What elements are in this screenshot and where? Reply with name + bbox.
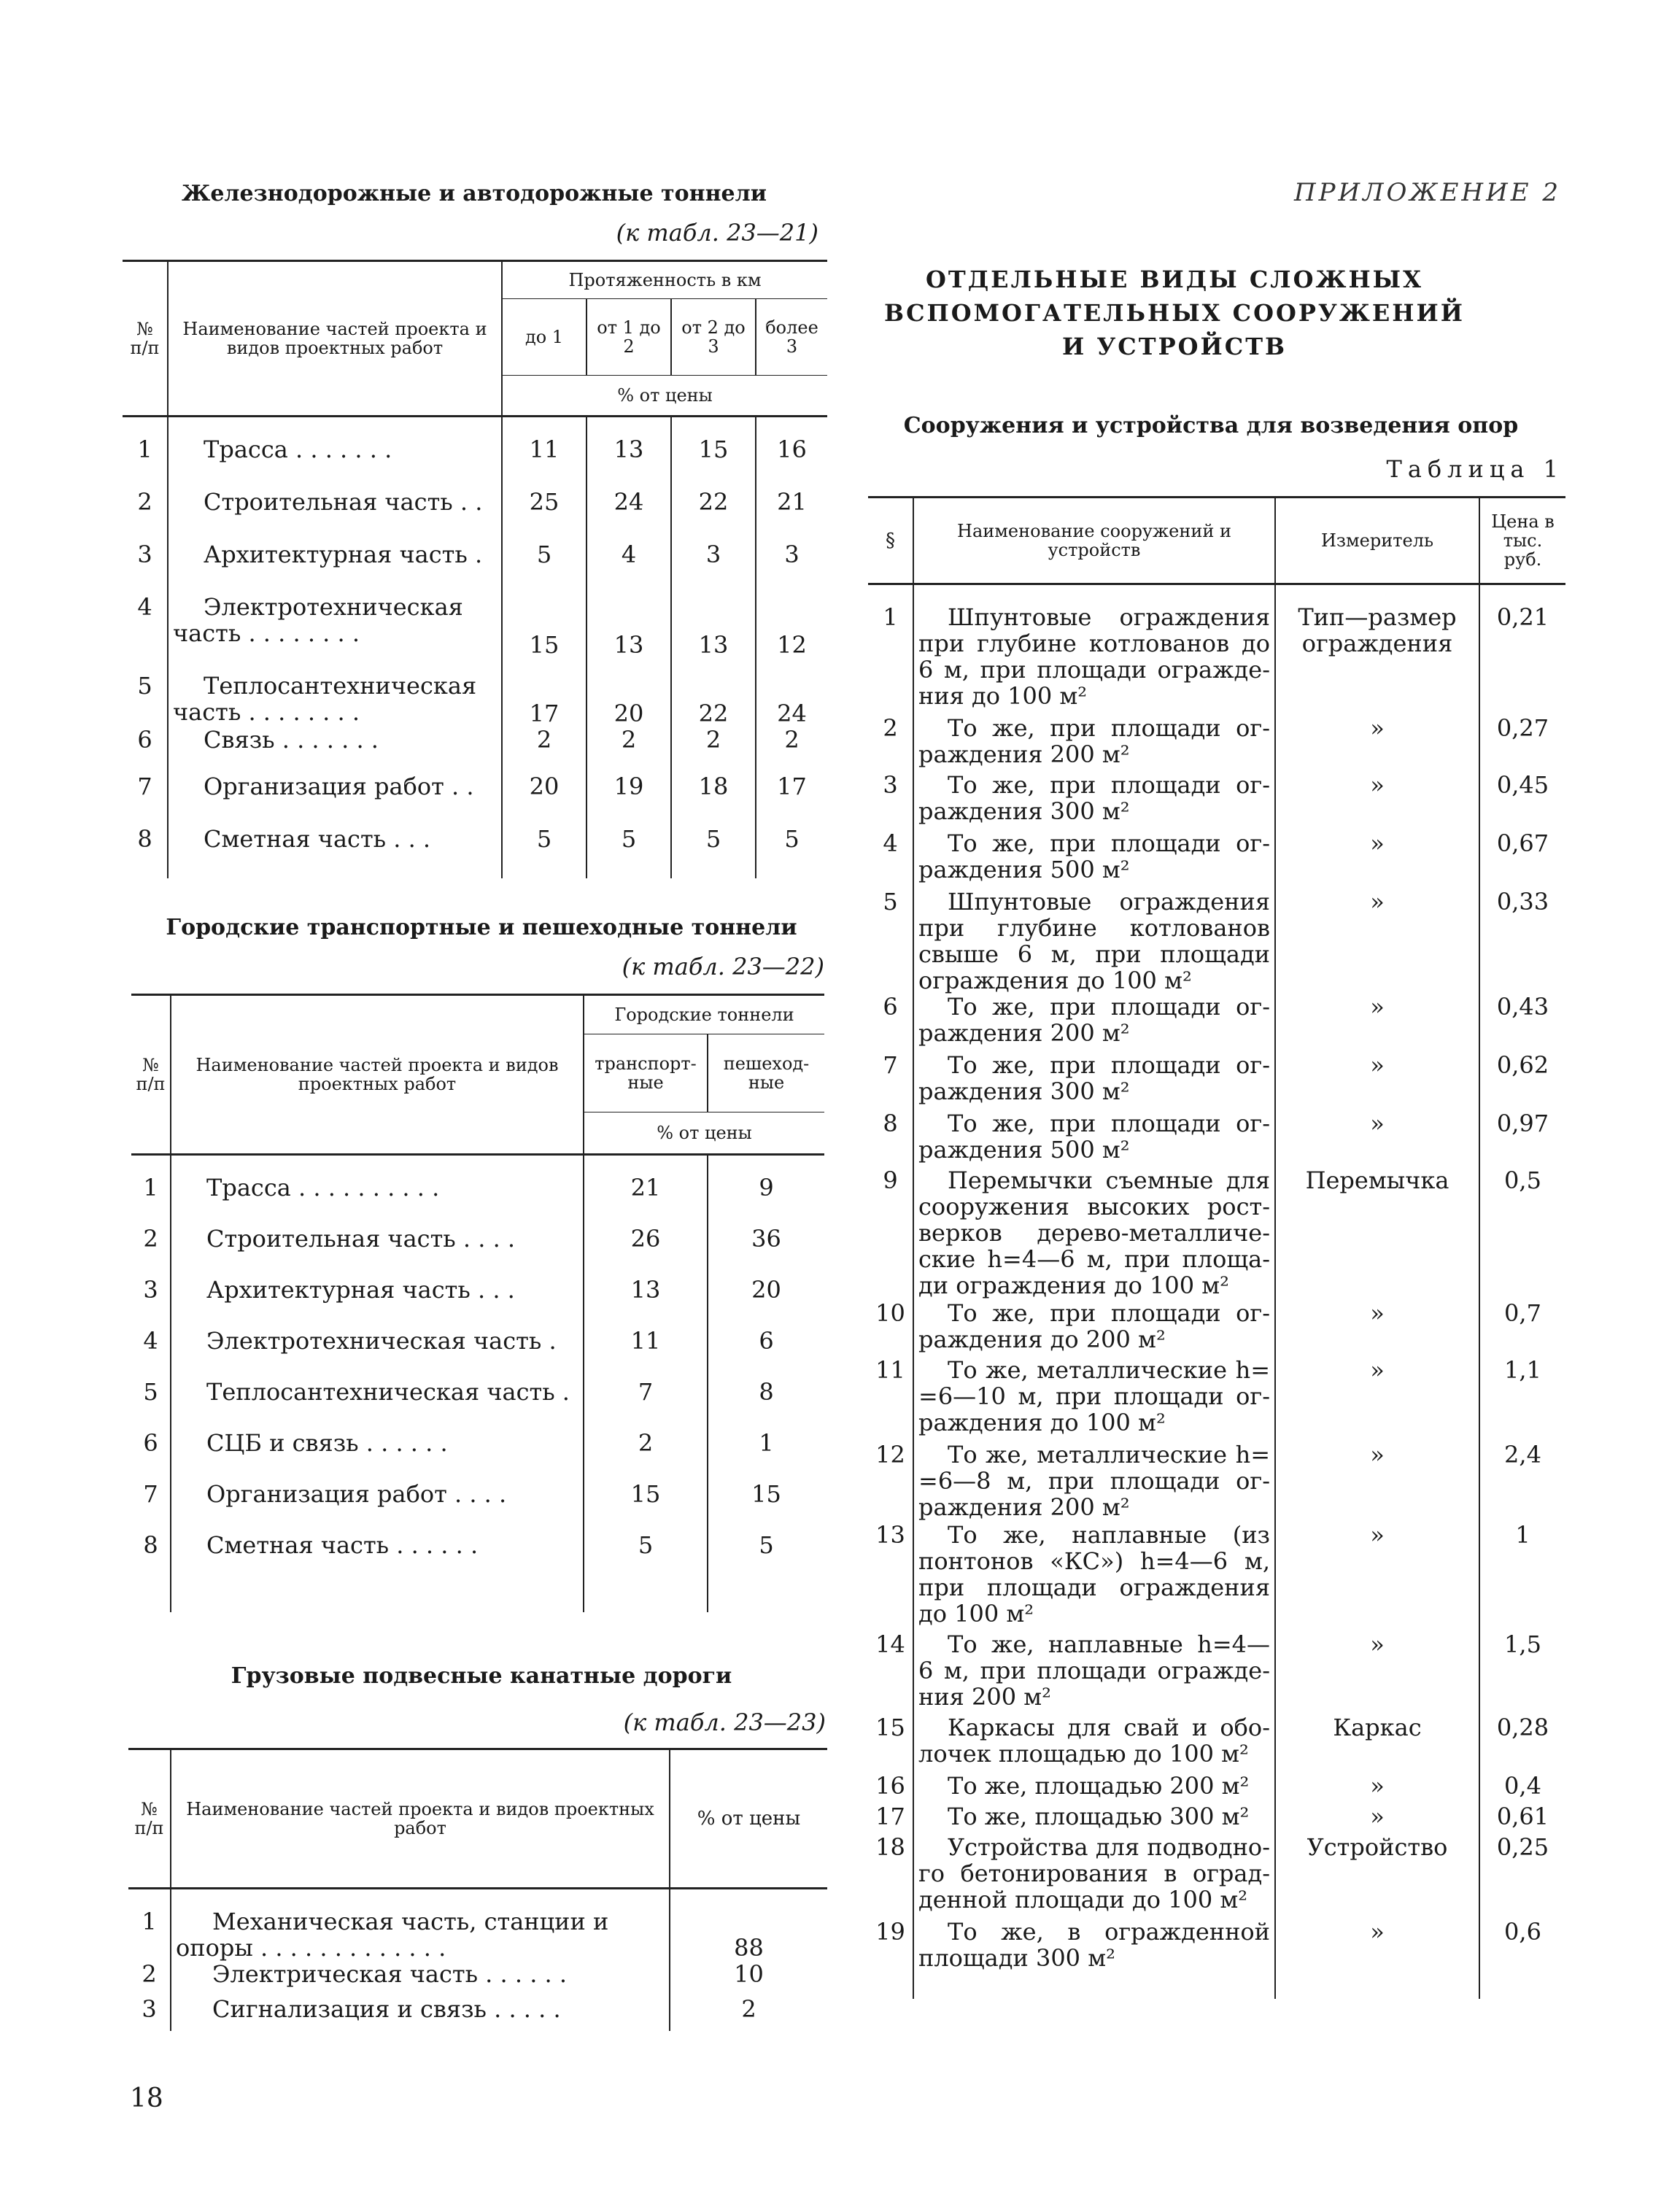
table-row (131, 1226, 824, 1277)
table-row (128, 1961, 827, 1987)
t4-n-12: 12 (868, 1442, 913, 1522)
table-row (868, 1110, 1565, 1167)
table-row (868, 604, 1565, 715)
t3-title: Грузовые подвесные канатные дороги (231, 1663, 732, 1689)
t4-p-11: 1,1 (1504, 1356, 1541, 1384)
t4-name-15: Каркасы для свай и оболочек площадью до 100 м² (913, 1714, 1275, 1773)
t4-p-6: 0,43 (1496, 993, 1549, 1021)
t1-n-6: 6 (137, 726, 152, 754)
t1-name-6: Связь . . . . . . . (168, 727, 502, 773)
table-row (868, 715, 1565, 772)
table-row (123, 673, 827, 727)
t4-p-19: 0,6 (1504, 1918, 1541, 1946)
t2-name-6: СЦБ и связь . . . . . . (171, 1430, 584, 1481)
t4-p-14: 1,5 (1504, 1630, 1541, 1658)
table-row (868, 1919, 1565, 1999)
t1-v-5-1: 17 (502, 673, 587, 727)
table-row (868, 889, 1565, 994)
t1-n-7: 7 (137, 773, 152, 800)
table-row (123, 436, 827, 489)
t4-n-8: 8 (868, 1110, 913, 1167)
t1-v-2-3: 22 (671, 489, 756, 541)
t4-p-12: 2,4 (1504, 1441, 1541, 1468)
t1-v-4-4: 12 (777, 631, 807, 659)
appendix-label: ПРИЛОЖЕНИЕ 2 (1293, 178, 1561, 207)
t1-name-5: Теплосантехническая часть . . . . . . . . (168, 673, 502, 727)
table-row (868, 1052, 1565, 1110)
t1-name-1: Трасса . . . . . . . (168, 436, 502, 489)
table-row (868, 1773, 1565, 1803)
t4-u-6: » (1275, 994, 1479, 1052)
t1-n-4: 4 (137, 593, 152, 621)
t1-n-2: 2 (137, 488, 152, 516)
t1-v-1-4: 16 (777, 436, 807, 463)
t4-p-8: 0,97 (1496, 1110, 1549, 1137)
t4-name-5: Шпунтовые ограждения при глубине котлованов свыше 6 м, при площади ограждения до 100 м² (913, 889, 1275, 994)
t4-u-16: » (1275, 1773, 1479, 1803)
t1-name-7: Организация работ . . (168, 773, 502, 826)
t4-n-17: 17 (868, 1803, 913, 1834)
t2-h-unit: % от цены (584, 1112, 824, 1155)
t1-v-8-4: 5 (784, 825, 800, 853)
t2-ref: (к табл. 23—22) (622, 953, 824, 980)
t3-name-2: Электрическая часть . . . . . . (171, 1961, 670, 1987)
t2-v-2-1: 26 (584, 1226, 708, 1277)
t4-name-1: Шпунтовые ограждения при глубине котлованов до 6 м, при площади ограждения до 100 м² (913, 604, 1275, 715)
table-row (131, 1277, 824, 1328)
t2-name-3: Архитектурная часть . . . (171, 1277, 584, 1328)
table-row (128, 1908, 827, 1961)
t2-v-8-2: 5 (759, 1531, 774, 1559)
t1-v-7-4: 17 (777, 773, 807, 800)
t1-n-3: 3 (137, 541, 152, 568)
t2-name-4: Электротехническая часть . (171, 1328, 584, 1379)
table-label: Таблица 1 (1386, 455, 1564, 483)
t2-v-7-1: 15 (584, 1481, 708, 1532)
t4-p-4: 0,67 (1496, 829, 1549, 857)
t2-n-5: 5 (143, 1378, 158, 1406)
t2-v-8-1: 5 (584, 1532, 708, 1583)
table-row (131, 1328, 824, 1379)
t4-h-unit: Измеритель (1275, 498, 1479, 584)
table-row (128, 1987, 827, 2031)
t4-u-9: Перемычка (1275, 1167, 1479, 1300)
t4-name-14: То же, наплавные h=4— 6 м, при площади ограждения 200 м² (913, 1631, 1275, 1714)
t2-v-3-1: 13 (584, 1277, 708, 1328)
t4-n-5: 5 (868, 889, 913, 994)
t1-v-4-2: 13 (587, 594, 671, 673)
t2-v-4-1: 11 (584, 1328, 708, 1379)
t2-n-1: 1 (143, 1174, 158, 1201)
t4-name-8: То же, при площади ограждения 500 м² (913, 1110, 1275, 1167)
t1-name-4: Электротехническая часть . . . . . . . . (168, 594, 502, 673)
t4-p-9: 0,5 (1504, 1166, 1541, 1194)
table-row (868, 1522, 1565, 1631)
t4-u-15: Каркас (1275, 1714, 1479, 1773)
t4-p-16: 0,4 (1504, 1772, 1541, 1800)
t4-u-11: » (1275, 1357, 1479, 1442)
t4-name-7: То же, при площади ограждения 300 м² (913, 1052, 1275, 1110)
t4-name-12: То же, металлические h= =6—8 м, при площади ограждения 200 м² (913, 1442, 1275, 1522)
t1-ref: (к табл. 23—21) (616, 219, 818, 247)
t4-p-3: 0,45 (1496, 771, 1549, 799)
table-row (868, 1357, 1565, 1442)
t1-v-5-3: 22 (671, 673, 756, 727)
t4-u-7: » (1275, 1052, 1479, 1110)
t1-h-col-2: от 1 до 2 (587, 299, 671, 376)
t4-n-10: 10 (868, 1300, 913, 1357)
t4-u-2: » (1275, 715, 1479, 772)
t1-v-6-1: 2 (502, 727, 587, 773)
table-row (868, 994, 1565, 1052)
t2-n-2: 2 (143, 1225, 158, 1253)
table-row (131, 1175, 824, 1226)
t1-h-col-4: более 3 (756, 299, 827, 376)
t2-h-col-1: транспорт-ные (584, 1034, 708, 1112)
t4-n-16: 16 (868, 1773, 913, 1803)
t2-v-5-1: 7 (584, 1379, 708, 1430)
t3-n-1: 1 (142, 1908, 157, 1935)
t4-u-4: » (1275, 830, 1479, 889)
t4-name-3: То же, при площади ограждения 300 м² (913, 772, 1275, 830)
table-row (131, 1532, 824, 1583)
t2-n-7: 7 (143, 1480, 158, 1508)
table-row (131, 1481, 824, 1532)
t4-name-17: То же, площадью 300 м² (913, 1803, 1275, 1834)
t1-v-5-4: 24 (777, 700, 807, 727)
table-row (868, 1442, 1565, 1522)
t1-name-8: Сметная часть . . . (168, 826, 502, 878)
heading-line-3: И УСТРОЙСТВ (1061, 333, 1288, 360)
t4-n-11: 11 (868, 1357, 913, 1442)
t4-n-2: 2 (868, 715, 913, 772)
t4-n-3: 3 (868, 772, 913, 830)
t4-n-6: 6 (868, 994, 913, 1052)
t4-p-10: 0,7 (1504, 1299, 1541, 1327)
t2-v-1-1: 21 (584, 1175, 708, 1226)
t4-u-18: Устройство (1275, 1834, 1479, 1919)
t2-v-6-1: 2 (584, 1430, 708, 1481)
t1-h-num: № п/п (123, 261, 168, 417)
table-row (123, 727, 827, 773)
t2-h-num: № п/п (131, 995, 171, 1155)
t4-p-2: 0,27 (1496, 714, 1549, 742)
t4-n-4: 4 (868, 830, 913, 889)
t3-name-1: Механическая часть, станции и опоры . . . . . . . . . . . . . (171, 1908, 670, 1961)
table-cable-roads (128, 1748, 827, 2031)
t4-name-2: То же, при площади ограждения 200 м² (913, 715, 1275, 772)
t4-n-1: 1 (868, 604, 913, 715)
t1-v-2-4: 21 (777, 488, 807, 516)
t4-name-16: То же, площадью 200 м² (913, 1773, 1275, 1803)
t4-p-17: 0,61 (1496, 1803, 1549, 1830)
t4-u-12: » (1275, 1442, 1479, 1522)
t1-h-unit: % от цены (502, 376, 827, 417)
t4-name-13: То же, наплавные (из понтонов «КС») h=4—6 м, при площади ограждения до 100 м² (913, 1522, 1275, 1631)
supports-subheading: Сооружения и устройства для возведения опор (903, 413, 1519, 438)
t3-h-num: № п/п (128, 1749, 171, 1889)
t3-h-name: Наименование частей проекта и видов проектных работ (171, 1749, 670, 1889)
t3-name-3: Сигнализация и связь . . . . . (171, 1987, 670, 2031)
table-row (123, 541, 827, 594)
t1-v-6-3: 2 (671, 727, 756, 773)
t1-name-2: Строительная часть . . (168, 489, 502, 541)
t1-v-7-3: 18 (671, 773, 756, 826)
t4-u-14: » (1275, 1631, 1479, 1714)
t2-n-6: 6 (143, 1429, 158, 1457)
table-row (123, 826, 827, 878)
table-row (868, 1631, 1565, 1714)
t4-name-18: Устройства для подводного бетонирования в оградденной площади до 100 м² (913, 1834, 1275, 1919)
t2-v-1-2: 9 (759, 1174, 774, 1201)
t2-title: Городские транспортные и пешеходные тоннели (166, 915, 797, 940)
t4-p-18: 0,25 (1496, 1833, 1549, 1861)
t4-u-19: » (1275, 1919, 1479, 1999)
t1-h-col-1: до 1 (502, 299, 587, 376)
t1-v-8-1: 5 (502, 826, 587, 878)
page-number: 18 (130, 2083, 163, 2113)
t3-v-3: 2 (741, 1995, 756, 2023)
table-row (131, 1430, 824, 1481)
t2-n-4: 4 (143, 1327, 158, 1355)
t4-name-10: То же, при площади ограждения до 200 м² (913, 1300, 1275, 1357)
table-row (131, 1379, 824, 1430)
t2-name-2: Строительная часть . . . . (171, 1226, 584, 1277)
t4-p-7: 0,62 (1496, 1051, 1549, 1079)
table-row (868, 1803, 1565, 1834)
t2-h-group: Городские тоннели (584, 995, 824, 1034)
table-row (868, 772, 1565, 830)
t1-v-6-2: 2 (587, 727, 671, 773)
t1-v-7-1: 20 (502, 773, 587, 826)
t1-v-5-2: 20 (587, 673, 671, 727)
t1-h-group: Протяженность в км (502, 261, 827, 299)
t4-h-sec: § (868, 498, 913, 584)
t3-h-val: % от цены (670, 1749, 827, 1889)
t2-n-8: 8 (143, 1531, 158, 1559)
t1-v-3-4: 3 (784, 541, 800, 568)
table-row (123, 773, 827, 826)
t1-v-6-4: 2 (784, 726, 800, 754)
t2-v-2-2: 36 (751, 1225, 781, 1253)
table-supports (868, 496, 1565, 1999)
table-row (868, 830, 1565, 889)
t4-n-14: 14 (868, 1631, 913, 1714)
t4-u-3: » (1275, 772, 1479, 830)
t1-v-3-1: 5 (502, 541, 587, 594)
t3-ref: (к табл. 23—23) (623, 1709, 826, 1736)
table-row (868, 1300, 1565, 1357)
t4-u-5: » (1275, 889, 1479, 994)
t2-v-5-2: 8 (759, 1378, 774, 1406)
t4-p-5: 0,33 (1496, 888, 1549, 916)
t4-u-17: » (1275, 1803, 1479, 1834)
t1-v-8-2: 5 (587, 826, 671, 878)
t1-h-name: Наименование частей проекта и видов проектных работ (168, 261, 502, 417)
t3-v-2: 10 (734, 1960, 764, 1988)
t1-name-3: Архитектурная часть . (168, 541, 502, 594)
t1-v-4-3: 13 (671, 594, 756, 673)
table-rail-road-tunnels (123, 260, 827, 878)
t2-v-6-2: 1 (759, 1429, 774, 1457)
t2-name-5: Теплосантехническая часть . (171, 1379, 584, 1430)
t4-p-13: 1 (1515, 1521, 1530, 1549)
t4-name-9: Перемычки съемные для сооружения высоких ростверков дерево-металлические h=4—6 м, при площади ограждения до 100 м² (913, 1167, 1275, 1300)
table-row (123, 489, 827, 541)
t1-n-1: 1 (137, 436, 152, 463)
t1-v-3-2: 4 (587, 541, 671, 594)
heading-line-2: ВСПОМОГАТЕЛЬНЫХ СООРУЖЕНИЙ (884, 299, 1465, 327)
t1-v-1-1: 11 (502, 436, 587, 489)
t4-h-price: Цена в тыс. руб. (1479, 498, 1565, 584)
t1-v-4-1: 15 (502, 594, 587, 673)
t4-name-19: То же, в огражденной площади 300 м² (913, 1919, 1275, 1999)
t2-v-4-2: 6 (759, 1327, 774, 1355)
table-row (868, 1167, 1565, 1300)
t4-name-6: То же, при площади ограждения 200 м² (913, 994, 1275, 1052)
t1-v-7-2: 19 (587, 773, 671, 826)
t2-v-3-2: 20 (751, 1276, 781, 1304)
t2-name-8: Сметная часть . . . . . . (171, 1532, 584, 1583)
t4-u-10: » (1275, 1300, 1479, 1357)
t2-h-col-2: пешеход-ные (708, 1034, 824, 1112)
appendix-heading (875, 263, 1474, 363)
t1-v-3-3: 3 (671, 541, 756, 594)
t4-n-7: 7 (868, 1052, 913, 1110)
table-row (868, 1834, 1565, 1919)
t1-v-1-2: 13 (587, 436, 671, 489)
t4-name-4: То же, при площади ограждения 500 м² (913, 830, 1275, 889)
t2-n-3: 3 (143, 1276, 158, 1304)
t1-v-2-2: 24 (587, 489, 671, 541)
t1-h-col-3: от 2 до 3 (671, 299, 756, 376)
t2-v-7-2: 15 (751, 1480, 781, 1508)
t4-n-19: 19 (868, 1919, 913, 1999)
t4-u-1: Тип—размер ограждения (1275, 604, 1479, 715)
t3-v-1: 88 (734, 1934, 764, 1962)
t4-n-18: 18 (868, 1834, 913, 1919)
t1-v-8-3: 5 (671, 826, 756, 878)
t4-name-11: То же, металлические h= =6—10 м, при площади ограждения до 100 м² (913, 1357, 1275, 1442)
heading-line-1: ОТДЕЛЬНЫЕ ВИДЫ СЛОЖНЫХ (926, 266, 1423, 293)
table-row (123, 594, 827, 673)
t1-title: Железнодорожные и автодорожные тоннели (181, 181, 767, 206)
t4-u-13: » (1275, 1522, 1479, 1631)
t1-n-5: 5 (137, 672, 152, 700)
t2-name-7: Организация работ . . . . (171, 1481, 584, 1532)
t4-n-9: 9 (868, 1167, 913, 1300)
table-city-tunnels (131, 994, 824, 1612)
t3-n-2: 2 (142, 1960, 157, 1988)
t3-n-3: 3 (142, 1995, 157, 2023)
t1-v-2-1: 25 (502, 489, 587, 541)
t4-p-1: 0,21 (1496, 603, 1549, 631)
table-row (868, 1714, 1565, 1773)
t1-v-1-3: 15 (671, 436, 756, 489)
t2-h-name: Наименование частей проекта и видов проектных работ (171, 995, 584, 1155)
t4-u-8: » (1275, 1110, 1479, 1167)
t4-n-13: 13 (868, 1522, 913, 1631)
t4-p-15: 0,28 (1496, 1714, 1549, 1741)
t4-h-name: Наименование сооружений и устройств (913, 498, 1275, 584)
t2-name-1: Трасса . . . . . . . . . . (171, 1175, 584, 1226)
t4-n-15: 15 (868, 1714, 913, 1773)
t1-n-8: 8 (137, 825, 152, 853)
